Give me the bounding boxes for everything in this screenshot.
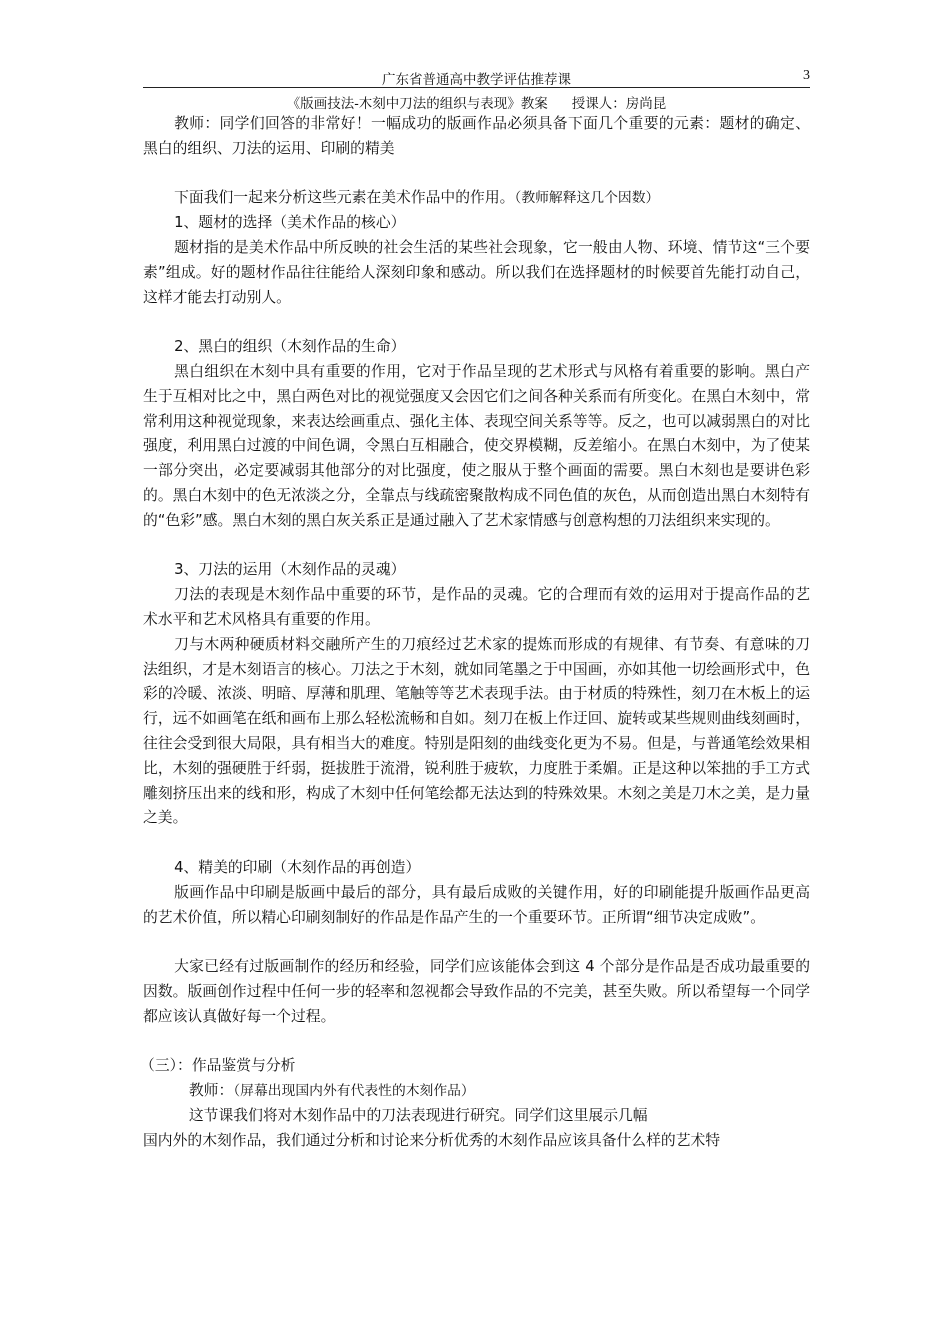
page-header — [143, 66, 810, 88]
paragraph: 国内外的木刻作品，我们通过分析和讨论来分析优秀的木刻作品应该具备什么样的艺术特 — [143, 1131, 721, 1149]
teacher-name: 授课人：房尚昆 — [571, 96, 667, 112]
teacher-note: （教师解释这几个因数） — [514, 190, 660, 207]
paragraph: 黑白组织在木刻中具有重要的作用，它对于作品呈现的艺术形式与风格有着重要的影响。黑白产生于互相对比之中，黑白两色对比的视觉强度又会因它们之间各种关系而有所变化。在黑白木刻中，常常利用这种视觉现象，来表达绘画重点、强化主体、表现空间关系等等。反之，也可以减弱黑白的对比强度，利用黑白过渡的中间色调，令黑白互相融合，使交界模糊，反差缩小。在黑白木刻中，为了使某一部分突出，必定要减弱其他部分的对比强度，使之服从于整个画面的需要。黑白木刻也是要讲色彩的。黑白木刻中的色无浓淡之分，全靠点与线疏密聚散构成不同色值的灰色，从而创造出黑白木刻特有的“色彩”感。黑白木刻的黑白灰关系正是通过融入了艺术家情感与创意构想的刀法组织来实现的。 — [143, 362, 810, 529]
lesson-title: 《版画技法-木刻中刀法的组织与表现》教案 — [286, 96, 548, 112]
paragraph: 题材指的是美术作品中所反映的社会生活的某些社会现象，它一般由人物、环境、情节这“三个要素”组成。好的题材作品往往能给人深刻印象和感动。所以我们在选择题材的时候要首先能打动自己，这样才能去打动别人。 — [143, 238, 810, 306]
paragraph: 刀与木两种硬质材料交融所产生的刀痕经过艺术家的提炼而形成的有规律、有节奏、有意味的刀法组织，才是木刻语言的核心。刀法之于木刻，就如同笔墨之于中国画，亦如其他一切绘画形式中，色彩的冷暖、浓淡、明暗、厚薄和肌理、笔触等等艺术表现手法。由于材质的特殊性，刻刀在木板上的运行，远不如画笔在纸和画布上那么轻松流畅和自如。刻刀在板上作迂回、旋转或某些规则曲线刻画时，往往会受到很大局限，具有相当大的难度。特别是阳刻的曲线变化更为不易。但是，与普通笔绘效果相比，木刻的强硬胜于纤弱，挺拔胜于流滑，锐利胜于疲软，力度胜于柔媚。正是这种以笨拙的手工方式雕刻挤压出来的线和形，构成了木刻中任何笔绘都无法达到的特殊效果。木刻之美是刀木之美，是力量之美。 — [143, 635, 810, 827]
paragraph-text: 下面我们一起来分析这些元素在美术作品中的作用。 — [174, 189, 515, 207]
paragraph: 这节课我们将对木刻作品中的刀法表现进行研究。同学们这里展示几幅 — [188, 1106, 648, 1124]
paragraph — [143, 1079, 810, 1104]
section-heading: 3、刀法的运用（木刻作品的灵魂） — [174, 561, 406, 579]
header-subtitle — [143, 92, 810, 112]
document-page — [140, 66, 810, 1153]
paragraph: 大家已经有过版画制作的经历和经验，同学们应该能体会到这 4 个部分是作品是否成功最重要的因数。版画创作过程中任何一步的轻率和忽视都会导致作品的不完美，甚至失败。所以希望每一个同学都应该认真做好每一个过程。 — [143, 958, 810, 1025]
section-title: （三）：作品鉴赏与分析 — [140, 1057, 296, 1075]
paragraph — [143, 186, 810, 211]
paragraph: 教师：同学们回答的非常好！一幅成功的版画作品必须具备下面几个重要的元素：题材的确定、黑白的组织、刀法的运用、印刷的精美 — [143, 115, 810, 157]
document-body — [140, 112, 810, 1153]
paragraph: 版画作品中印刷是版画中最后的部分，具有最后成败的关键作用，好的印刷能提升版画作品更高的艺术价值，所以精心印刷刻制好的作品是作品产生的一个重要环节。正所谓“细节决定成败”。 — [143, 883, 810, 926]
section-heading: 2、黑白的组织（木刻作品的生命） — [174, 338, 406, 356]
page-number: 3 — [803, 68, 810, 83]
section-heading: 1、题材的选择（美术作品的核心） — [174, 214, 406, 232]
header-title: 广东省普通高中教学评估推荐课 — [382, 72, 571, 88]
speaker-label: 教师： — [188, 1082, 234, 1100]
teacher-note: （屏幕出现国内外有代表性的木刻作品） — [233, 1083, 475, 1100]
section-heading: 4、精美的印刷（木刻作品的再创造） — [174, 858, 421, 876]
paragraph: 刀法的表现是木刻作品中重要的环节，是作品的灵魂。它的合理而有效的运用对于提高作品的艺术水平和艺术风格具有重要的作用。 — [143, 586, 810, 628]
